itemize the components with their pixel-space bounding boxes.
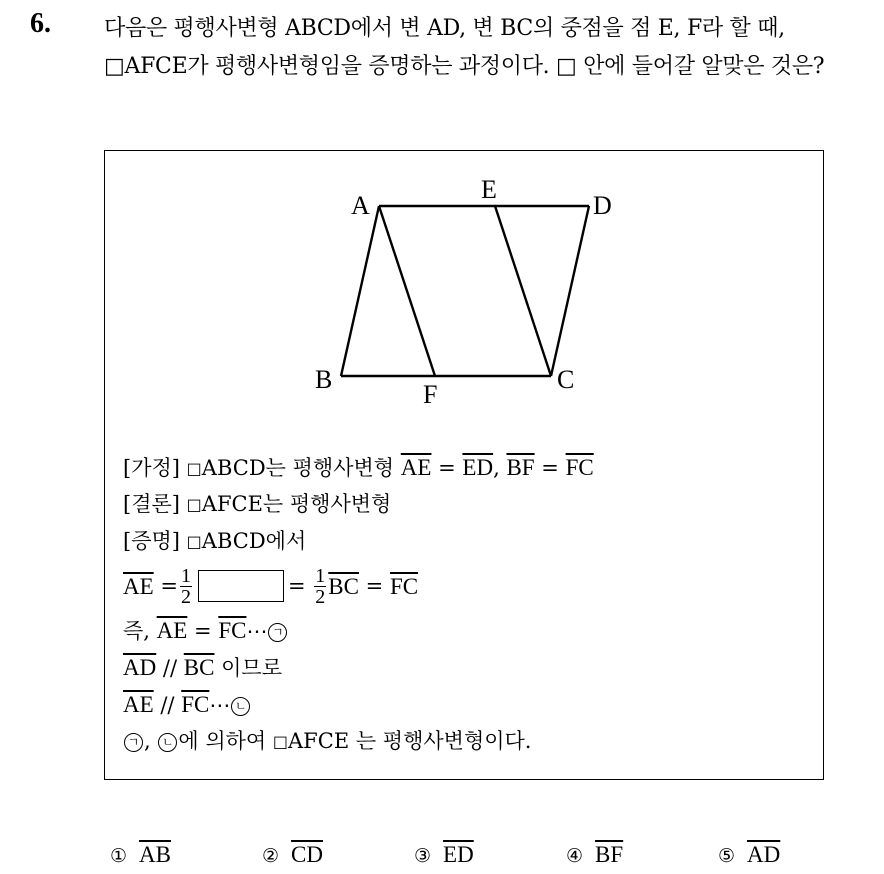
proof-text — [123, 449, 594, 760]
step-line-2: $\overline{AD} // \overline{BC}$ 이므로 — [123, 655, 282, 680]
label-f: F — [423, 380, 438, 409]
parallelogram-figure — [105, 151, 825, 441]
side-dc — [551, 206, 589, 376]
question-text: 다음은 평행사변형 ABCD에서 변 AD, 변 BC의 중점을 점 E, F라 할 때, □AFCE가 평행사변형임을 증명하는 과정이다. □ 안에 들어갈 알맞은 것은? — [104, 16, 825, 79]
label-a: A — [351, 191, 370, 220]
step-line-3: $\overline{AE}$ // $\overline{FC}\cdots$ ㄴ — [123, 686, 594, 723]
segment-ec — [495, 206, 551, 376]
final-line: ㄱ , ㄴ 에 의하여 □AFCE 는 평행사변형이다. — [123, 723, 594, 760]
fraction-one-half: $\frac{1}{2}$ — [180, 564, 191, 608]
circled-mark-2b: ㄴ — [158, 733, 177, 752]
side-ba — [341, 206, 379, 376]
label-d: D — [593, 191, 612, 220]
choice-3[interactable]: ③ $\overline{ED}$ — [414, 842, 474, 867]
fraction-line: $\overline{AE}$ = $\frac{1}{2}$ = $\frac{1}{2}$ $\overline{BC}$ = $\overline{FC}$ — [123, 564, 419, 608]
circled-mark-2: ㄴ — [231, 697, 250, 716]
conclusion-line: [결론] □AFCE는 평행사변형 — [123, 492, 392, 516]
circled-mark-1b: ㄱ — [124, 733, 143, 752]
step-line-1: 즉, $\overline{AE}$ = $\overline{FC}\cdots$ ㄱ — [123, 612, 594, 649]
label-c: C — [557, 365, 575, 394]
proof-label-line: [증명] □ABCD에서 — [123, 529, 307, 553]
choice-4[interactable]: ④ $\overline{BF}$ — [566, 842, 624, 867]
answer-choices — [0, 842, 884, 872]
proof-box — [104, 150, 824, 780]
choice-2[interactable]: ② $\overline{CD}$ — [262, 842, 323, 867]
segment-af — [379, 206, 435, 376]
circled-mark-1: ㄱ — [268, 623, 287, 642]
choice-1[interactable]: ① $\overline{AB}$ — [110, 842, 171, 867]
label-e: E — [481, 175, 497, 204]
label-b: B — [315, 365, 333, 394]
choice-5[interactable]: ⑤ $\overline{AD}$ — [718, 842, 781, 867]
question-number: 6. — [30, 8, 51, 39]
hypothesis-line: [가정] □ABCD는 평행사변형 $\overline{AE} = \overline{ED}$, $\overline{BF} = \overline{FC}$ — [123, 455, 594, 480]
answer-blank — [198, 570, 284, 602]
fraction-one-half-2: $\frac{1}{2}$ — [315, 564, 326, 608]
